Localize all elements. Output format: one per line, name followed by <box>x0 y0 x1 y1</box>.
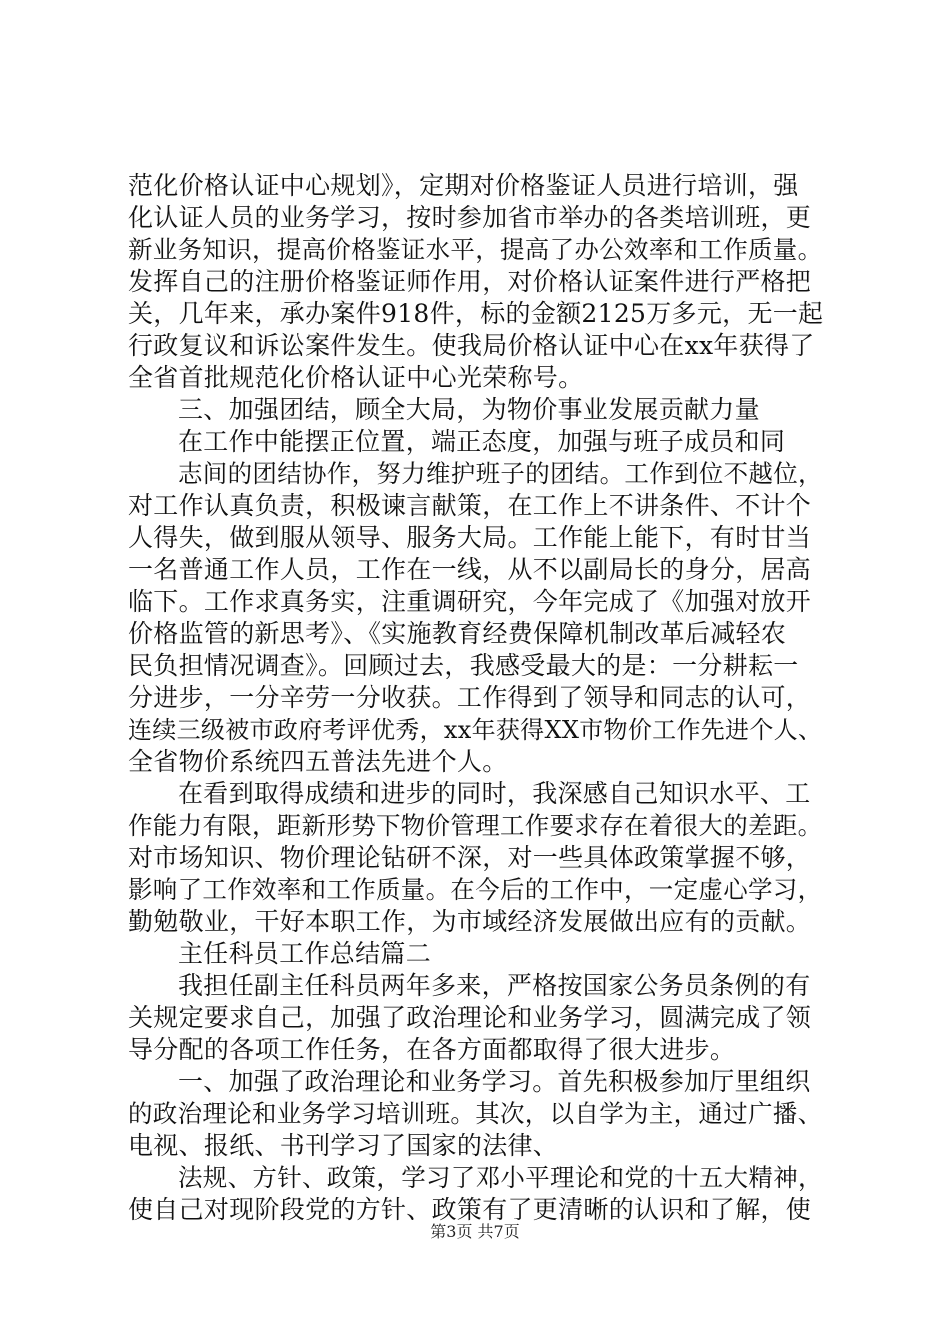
text-line: 在工作中能摆正位置，端正态度，加强与班子成员和同 <box>178 427 786 456</box>
text-line: 连续三级被市政府考评优秀，xx年获得XX市物价工作先进个人、 <box>128 716 823 744</box>
text-line: 一、加强了政治理论和业务学习。首先积极参加厅里组织 <box>178 1067 811 1096</box>
text-line: 行政复议和诉讼案件发生。使我局价格认证中心在xx年获得了 <box>128 331 815 360</box>
text-line: 对工作认真负责，积极谏言献策，在工作上不讲条件、不计个 <box>128 491 812 520</box>
text-line: 价格监管的新思考》、《实施教育经费保障机制改革后减轻农 <box>128 619 787 648</box>
text-line: 全省首批规范化价格认证中心光荣称号。 <box>128 363 584 392</box>
text-line: 民负担情况调查》。回顾过去，我感受最大的是：一分耕耘一 <box>128 651 799 680</box>
text-line: 导分配的各项工作任务，在各方面都取得了很大进步。 <box>128 1035 736 1064</box>
text-line: 勤勉敬业，干好本职工作，为市域经济发展做出应有的贡献。 <box>128 907 812 936</box>
text-line: 影响了工作效率和工作质量。在今后的工作中，一定虚心学习， <box>128 875 823 904</box>
text-line: 分进步，一分辛劳一分收获。工作得到了领导和同志的认可， <box>128 683 812 712</box>
text-line: 全省物价系统四五普法先进个人。 <box>128 747 508 776</box>
text-line: 关规定要求自己，加强了政治理论和业务学习，圆满完成了领 <box>128 1003 812 1032</box>
document-body <box>128 170 828 1226</box>
text-line: 对市场知识、物价理论钻研不深，对一些具体政策掌握不够， <box>128 843 812 872</box>
text-line: 临下。工作求真务实，注重调研究，今年完成了《加强对放开 <box>128 587 812 616</box>
text-line: 法规、方针、政策，学习了邓小平理论和党的十五大精神， <box>178 1163 823 1192</box>
text-line: 电视、报纸、书刊学习了国家的法律、 <box>128 1131 559 1160</box>
text-line: 范化价格认证中心规划》，定期对价格鉴证人员进行培训，强 <box>128 171 799 200</box>
text-line: 新业务知识，提高价格鉴证水平，提高了办公效率和工作质量。 <box>128 235 823 264</box>
text-line: 作能力有限，距新形势下物价管理工作要求存在着很大的差距。 <box>128 811 823 840</box>
text-line: 使自己对现阶段党的方针、政策有了更清晰的认识和了解，使 <box>128 1195 812 1224</box>
text-line: 关，几年来，承办案件918件，标的金额2125万多元，无一起 <box>128 299 824 328</box>
text-line: 化认证人员的业务学习，按时参加省市举办的各类培训班，更 <box>128 203 812 232</box>
text-line: 志间的团结协作，努力维护班子的团结。工作到位不越位， <box>178 459 823 488</box>
text-line: 主任科员工作总结篇二 <box>178 939 432 968</box>
text-line: 发挥自己的注册价格鉴证师作用，对价格认证案件进行严格把 <box>128 267 812 296</box>
text-line: 在看到取得成绩和进步的同时，我深感自己知识水平、工 <box>178 779 811 808</box>
page-footer: 第3页 共7页 <box>430 1222 520 1241</box>
text-line: 三、加强团结，顾全大局，为物价事业发展贡献力量 <box>178 395 760 424</box>
text-line: 我担任副主任科员两年多来，严格按国家公务员条例的有 <box>178 971 811 1000</box>
text-line: 的政治理论和业务学习培训班。其次，以自学为主，通过广播、 <box>128 1099 823 1128</box>
text-line: 人得失，做到服从领导、服务大局。工作能上能下，有时甘当 <box>128 523 812 552</box>
text-line: 一名普通工作人员，工作在一线，从不以副局长的身分，居高 <box>128 555 812 584</box>
